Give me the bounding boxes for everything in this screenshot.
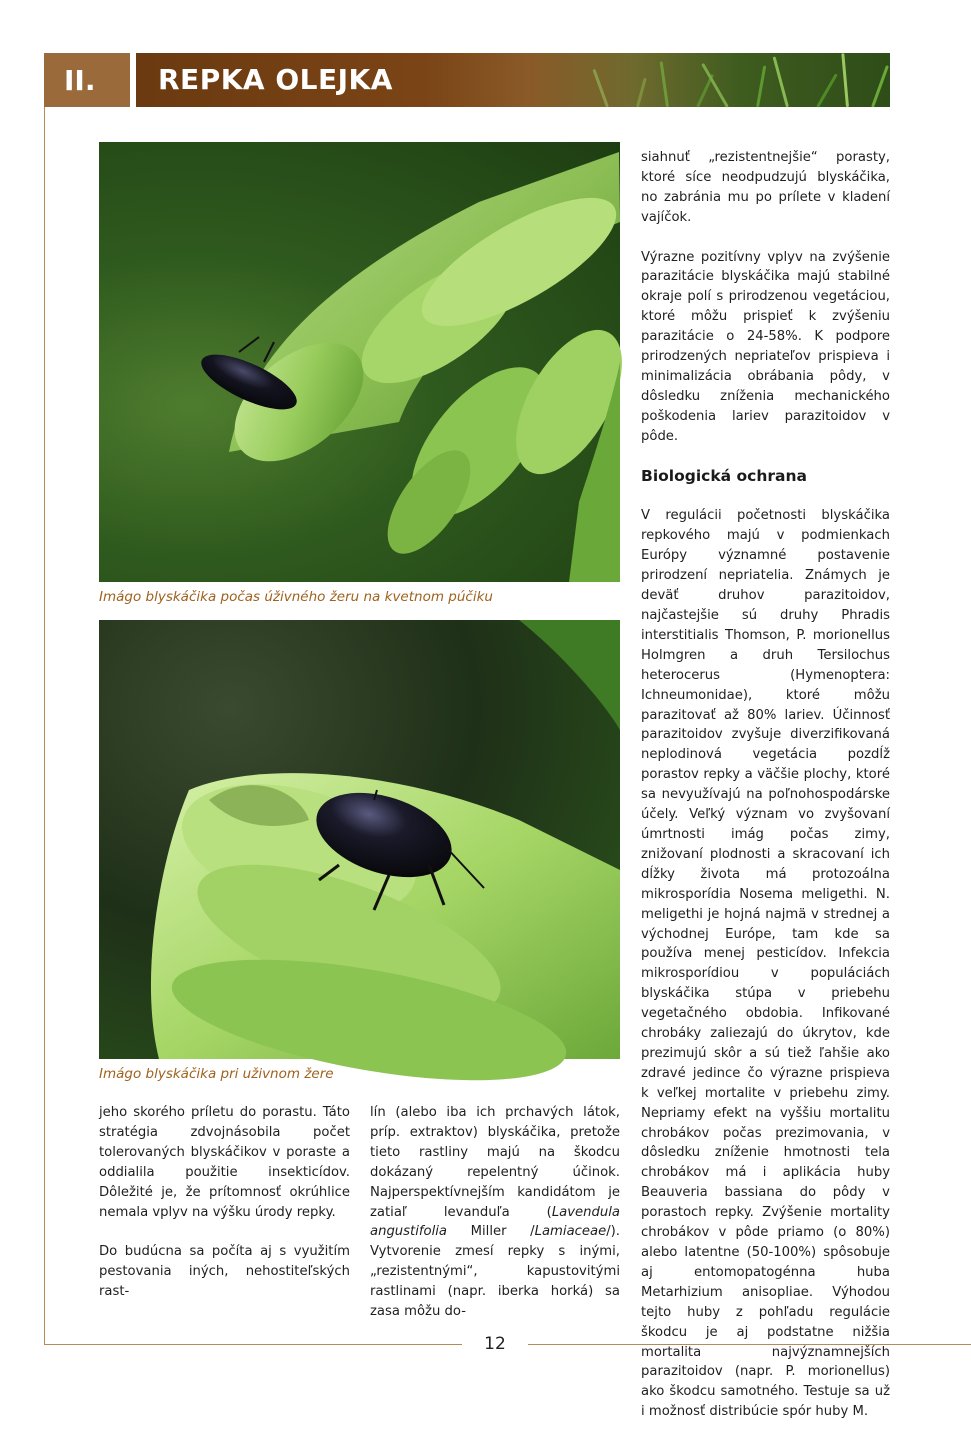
paragraph: Do budúcna sa počíta aj s využitím pestovania iných, nehostiteľských rast- — [99, 1244, 350, 1300]
paragraph — [370, 1103, 620, 1322]
chapter-title: REPKA OLEJKA — [158, 63, 393, 96]
left-frame-line — [44, 107, 45, 1344]
text-column-right — [641, 148, 890, 1442]
paragraph: jeho skorého príletu do porastu. Táto stratégia zdvojnásobila počet tolerovaných blyskáčikov v poraste a oddialila použitie insekticídov. Dôležité je, že prítomnosť okrúhlice nemala vplyv na výšku úrody repky. — [99, 1105, 350, 1220]
figure-caption-1: Imágo blyskáčika počas úživného žeru na kvetnom púčiku — [99, 589, 493, 605]
section-heading: Biologická ochrana — [641, 467, 807, 486]
page-number: 12 — [484, 1334, 506, 1354]
paragraph: V regulácii početnosti blyskáčika repkového majú v podmienkach Európy významné postavenie prirodzení nepriatelia. Známych je deväť druhov parazitoidov, najčastejšie sú druhy Phradis interstitialis Thomson, P. morionellus Holmgren a druh Tersilochus heterocerus (Hymenoptera: Ichneumonidae), ktoré môžu parazitovať až 80% lariev. Účinnosť parazitoidov zvyšuje diverzifikovaná neplodinová vegetácia pozdĺž porastov repky a väčšie plochy, ktoré sa nevyužívajú na poľnohospodárske účely. Veľký význam vo zvyšovaní úmrtnosti imág počas zimy, znižovaní plodnosti a skracovaní ich dĺžky života má protozoálna mikrosporídia Nosema meligethi. N. meligethi je hojná najmä v strednej a východnej Európe, tam kde sa používa menej pesticídov. Infekcia mikrosporídiou v populáciách blyskáčika stúpa v priebehu vegetačného obdobia. Infikované chrobáky zaliezajú do úkrytov, kde prezimujú skôr a sú tiež ľahšie ako zdravé jedince čo výrazne prispieva k veľkej mortalite v priebehu zimy. Nepriamy efekt na vyššiu mortalitu chrobákov počas prezimovania, v dôsledku zníženie hmotnosti tela chrobákov má i aplikácia huby Beauveria bassiana do pôdy v porastoch repky. Zvýšenie mortality chrobákov v pôde priamo (o 80%) alebo latentne (50-100%) spôsobuje aj entomopatogénna huba Metarhizium anisopliae. Výhodou tejto huby z pohľadu regulácie škodcu je aj podstatne nižšia mortalita najvýznamnejších parazitoidov (napr. P. morionellus) ako škodcu samotného. Testuje sa už i možnosť distribúcie spór huby M. — [641, 508, 890, 1420]
paragraph: siahnuť „rezistentnejšie“ porasty, ktoré síce neodpudzujú blyskáčika, no zabránia mu po prílete v kladení vajíčok. — [641, 150, 890, 225]
footer-rule-left — [44, 1344, 462, 1345]
text-run: Miller / — [447, 1224, 535, 1240]
text-column-bottom-middle — [370, 1103, 620, 1342]
chapter-header-bar — [136, 53, 890, 107]
text-run: /). Vytvorenie zmesí repky s inými, „rezistentnými“, kapustovitými rastlinami (napr. iberka horká) sa zasa môžu do- — [370, 1224, 620, 1320]
text-column-bottom-left — [99, 1103, 350, 1322]
text-run: lín (alebo iba ich prchavých látok, príp. extraktov) blyskáčika, pretože tieto rastliny majú na škodcu dokázaný repelentný účinok. Najperspektívnejším kandidátom je zatiaľ levanduľa ( — [370, 1105, 620, 1220]
chapter-number: II. — [44, 53, 130, 107]
beetle-photo-1 — [99, 142, 620, 582]
family-name: Lamiaceae — [534, 1224, 607, 1240]
paragraph: Výrazne pozitívny vplyv na zvýšenie parazitácie blyskáčika majú stabilné okraje polí s prirodzenou vegetáciou, ktoré môžu prispieť k zvýšeniu parazitácie o 24-58%. K podpore prirodzených nepriateľov prispieva i minimalizácia obrábania pôdy, v dôsledku zníženia mechanického poškodenia lariev parazitoidov v pôde. — [641, 249, 890, 444]
figure-caption-2: Imágo blyskáčika pri uživnom žere — [99, 1066, 334, 1082]
beetle-photo-2 — [99, 620, 620, 1059]
species-name: Lavendula angustifolia — [370, 1204, 620, 1240]
